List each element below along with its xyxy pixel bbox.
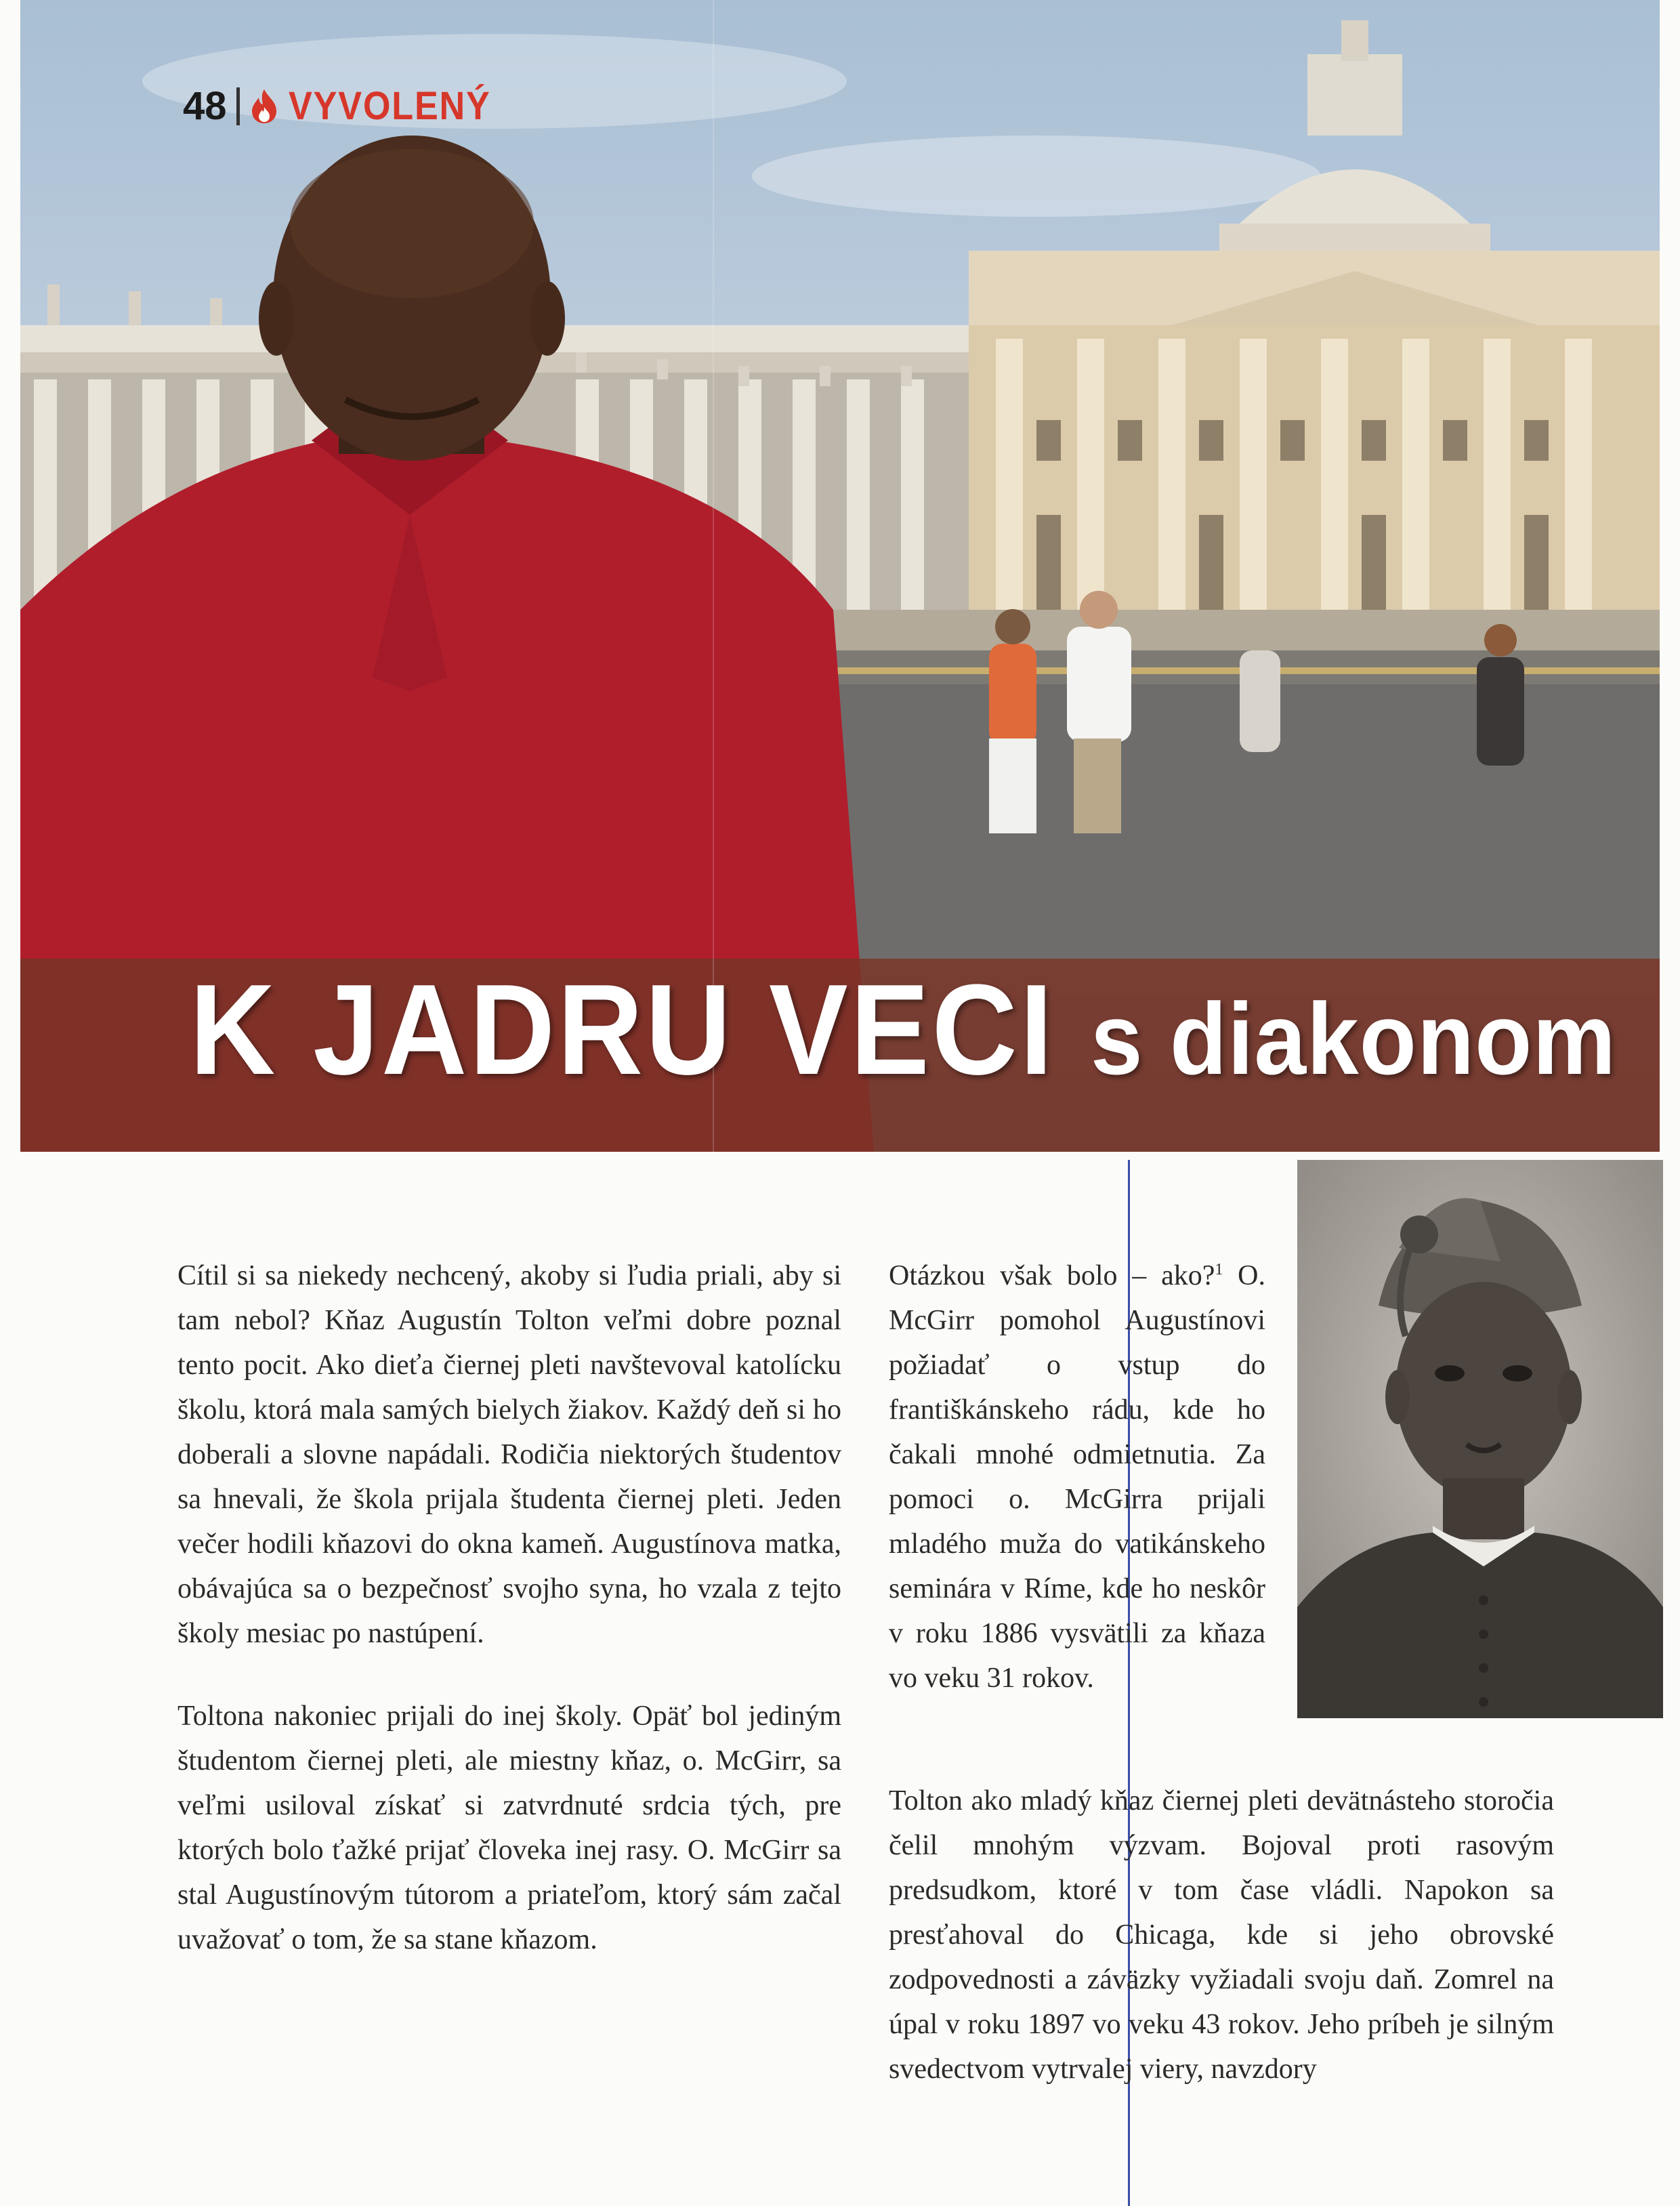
- footnote-mark: 1: [1215, 1261, 1223, 1278]
- headline-sub: s diakonom: [1090, 982, 1616, 1096]
- portrait-photo: [1297, 1160, 1663, 1718]
- folio-divider: [236, 87, 240, 125]
- section-title: VYVOLENÝ: [288, 84, 491, 128]
- article-right-column: [889, 1778, 1554, 2129]
- hero-photo: [20, 0, 1660, 1152]
- headline: [190, 958, 1616, 1102]
- article-paragraph-rest: O. McGirr pomohol Augustínovi požiadať o vstup do františkánskeho rádu, kde ho čakali mnohé odmietnutia. Za pomoci o. McGirra prijali mladého muža do vatikánskeho seminára v Ríme, kde ho neskôr v roku 1886 vysvätili za kňaza vo veku 31 rokov.: [889, 1260, 1265, 1694]
- headline-main: K JADRU VECI: [190, 958, 1055, 1102]
- article-paragraph: Toltona nakoniec prijali do inej školy. Opäť bol jediným študentom čiernej pleti, ale miestny kňaz, o. McGirr, sa veľmi usiloval získať si zatvrdnuté srdcia tých, pre ktorých bolo ťažké prijať človeka inej rasy. O. McGirr sa stal Augustínovým tútorom a priateľom, ktorý sám začal uvažovať o tom, že sa stane kňazom.: [177, 1701, 841, 1955]
- portrait-illustration: [1297, 1160, 1663, 1718]
- article-paragraph: Cítil si sa niekedy nechcený, akoby si ľudia priali, aby si tam nebol? Kňaz Augustín Tolton veľmi dobre poznal tento pocit. Ako dieťa čiernej pleti navštevoval katolícku školu, ktorá mala samých bielych žiakov. Každý deň si ho doberali a slovne napádali. Rodičia niektorých študentov sa hnevali, že škola prijala študenta čiernej pleti. Jeden večer hodili kňazovi do okna kameň. Augustínova matka, obávajúca sa o bezpečnosť svojho syna, ho vzala z tejto školy mesiac po nastúpení.: [177, 1260, 841, 1649]
- article-paragraph: [889, 1253, 1265, 1701]
- article-left-column: [177, 1253, 841, 2000]
- basilica: [969, 20, 1660, 610]
- flame-icon: [249, 88, 279, 125]
- page-folio: [183, 84, 513, 128]
- article-paragraph-start: Otázkou však bolo – ako?: [889, 1260, 1215, 1291]
- page-number: 48: [183, 84, 227, 128]
- article-middle-column: [889, 1253, 1265, 1739]
- article-paragraph: Tolton ako mladý kňaz čiernej pleti devätnásteho storočia čelil mnohým výzvam. Bojoval proti rasovým predsudkom, ktoré v tom čase vládli. Napokon sa presťahoval do Chicaga, kde si jeho obrovské zodpovednosti a záväzky vyžiadali svoju daň. Zomrel na úpal v roku 1897 vo veku 43 rokov. Jeho príbeh je silným svedectvom vytrvalej viery, navzdory: [889, 1785, 1554, 2085]
